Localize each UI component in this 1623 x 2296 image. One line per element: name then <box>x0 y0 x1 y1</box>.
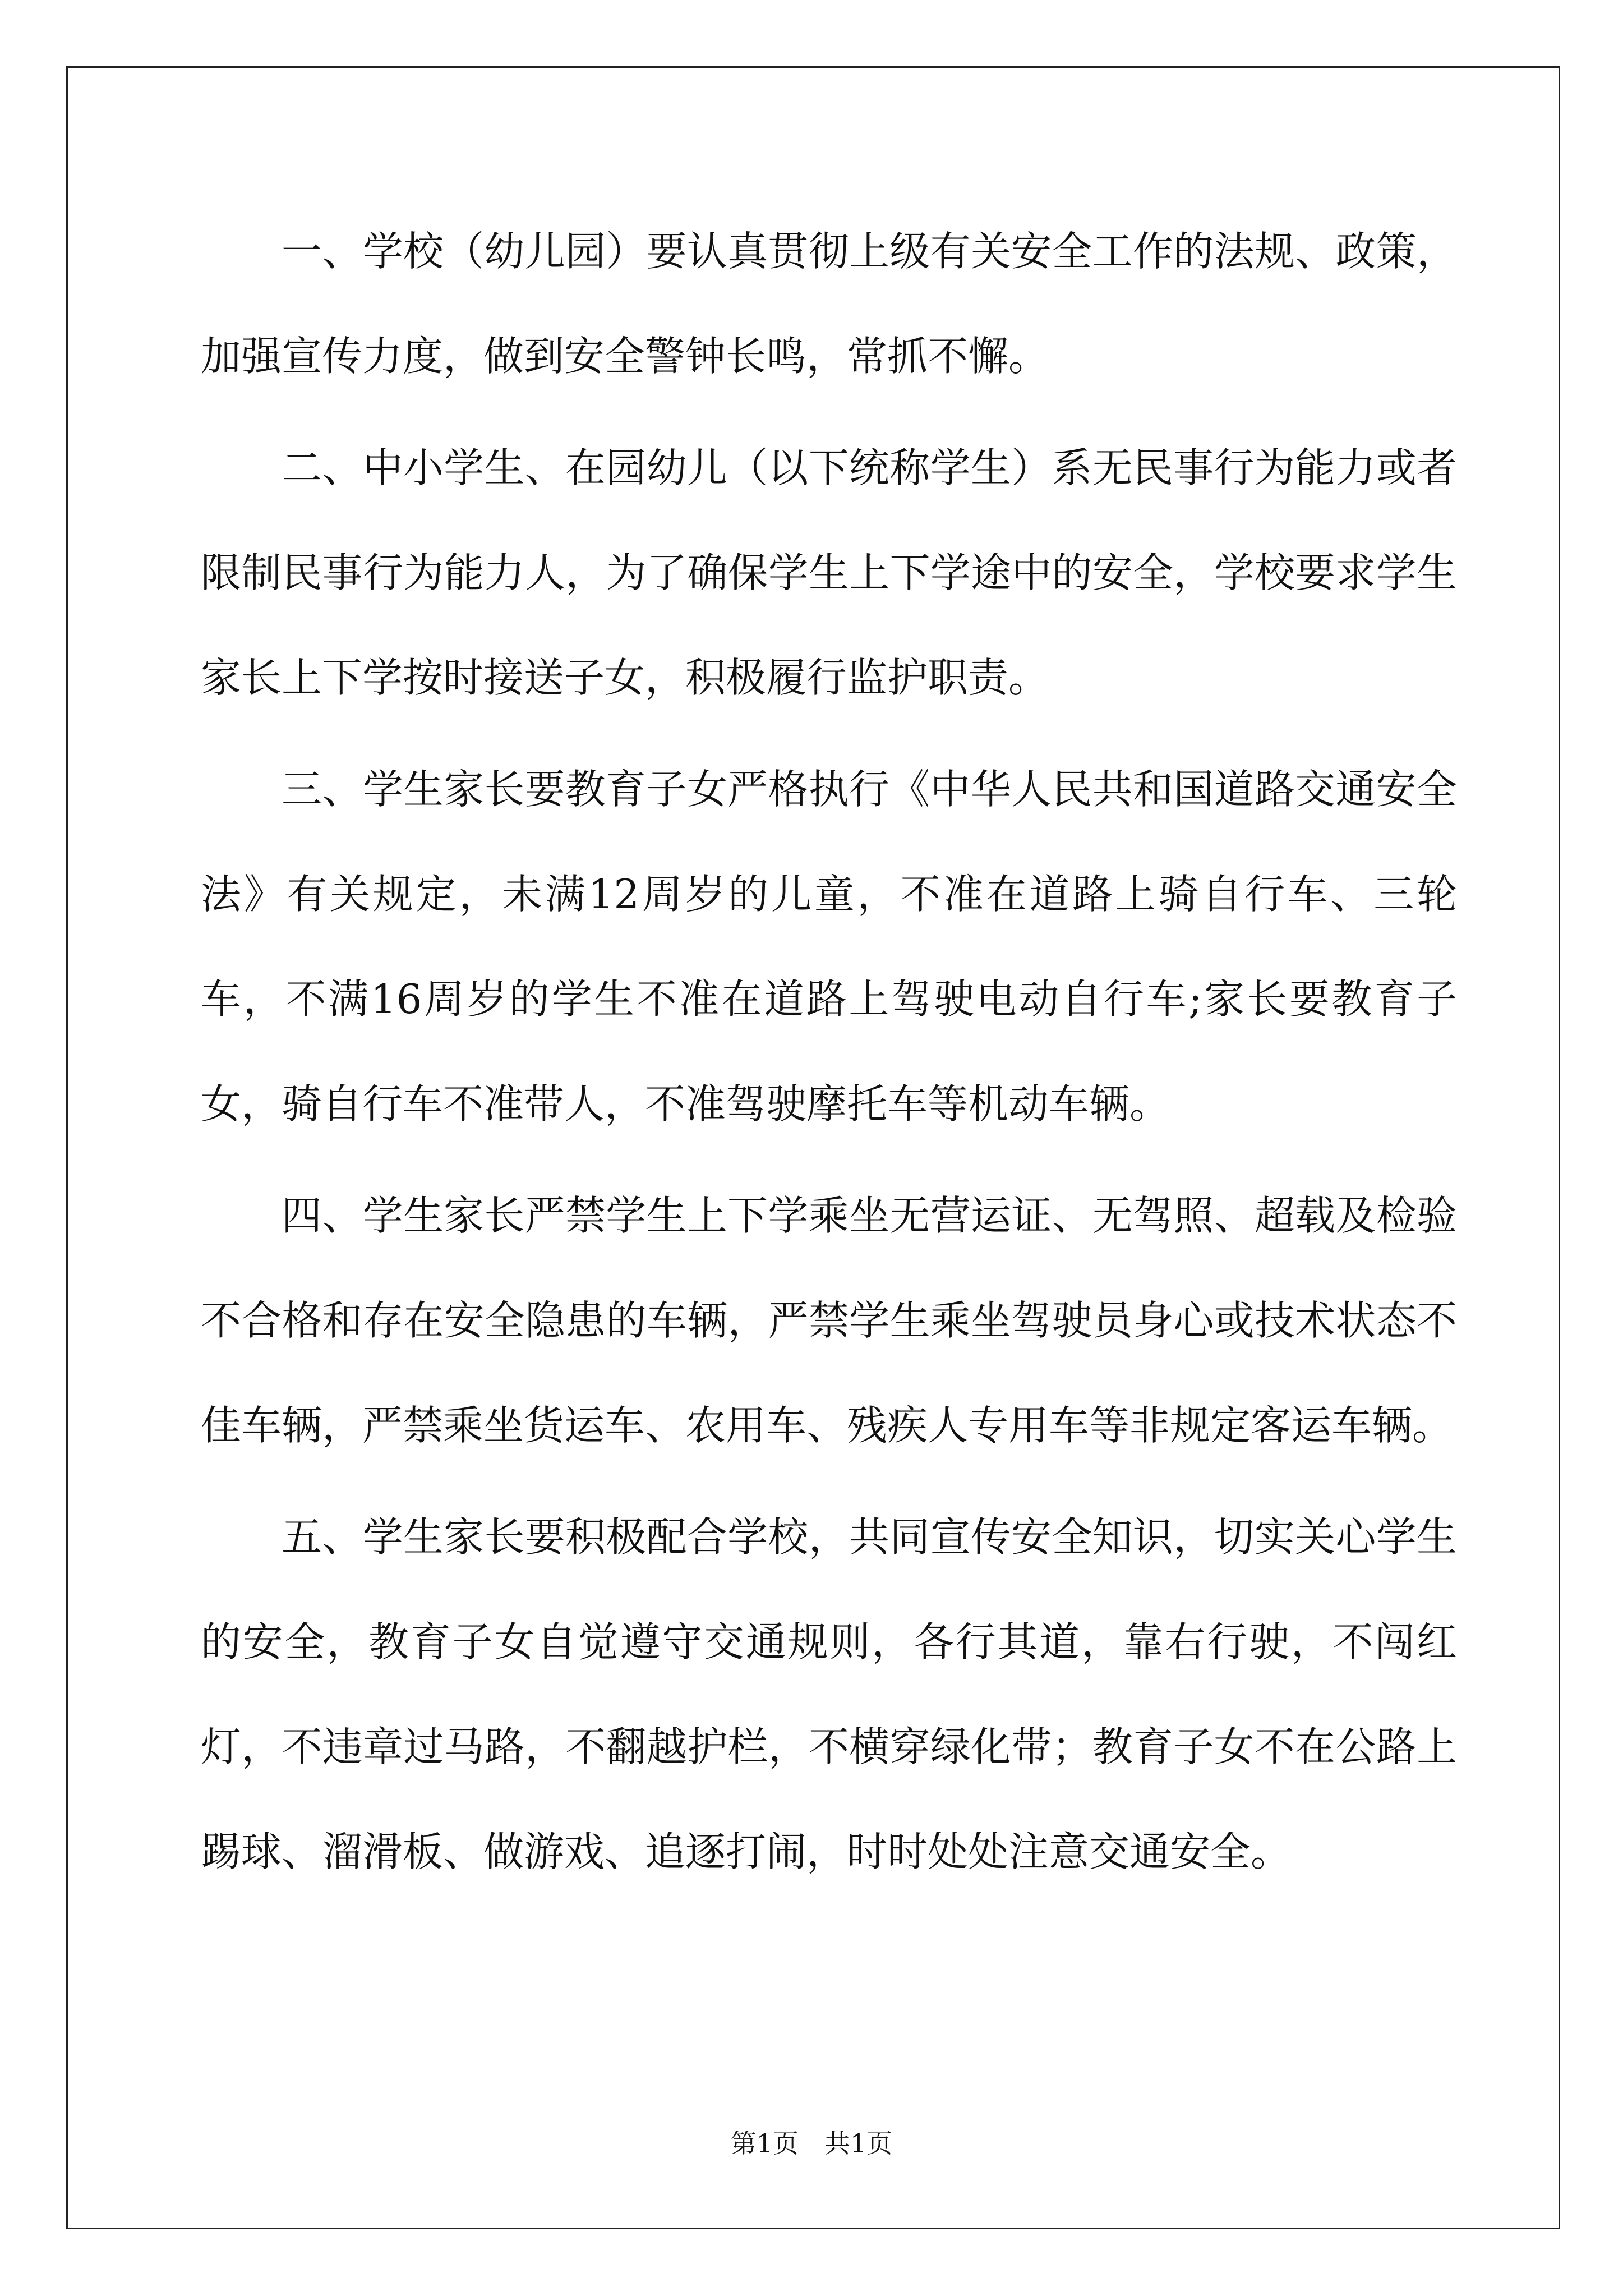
paragraph-2: 二、中小学生、在园幼儿（以下统称学生）系无民事行为能力或者限制民事行为能力人，为了确保学生上下学途中的安全，学校要求学生家长上下学按时接送子女，积极履行监护职责。 <box>201 444 1457 701</box>
paragraph-1: 一、学校（幼儿园）要认真贯彻上级有关安全工作的法规、政策，加强宣传力度，做到安全警钟长鸣，常抓不懈。 <box>201 228 1457 380</box>
page-number-footer: 第1页 共1页 <box>730 2128 893 2159</box>
paragraph-5: 五、学生家长要积极配合学校，共同宣传安全知识，切实关心学生的安全，教育子女自觉遵守交通规则，各行其道，靠右行驶，不闯红灯，不违章过马路，不翻越护栏，不横穿绿化带；教育子女不在公路上踢球、溜滑板、做游戏、追逐打闹，时时处处注意交通安全。 <box>201 1513 1457 1875</box>
document-body <box>201 199 1457 1911</box>
paragraph-3: 三、学生家长要教育子女严格执行《中华人民共和国道路交通安全法》有关规定，未满12周岁的儿童，不准在道路上骑自行车、三轮车，不满16周岁的学生不准在道路上驾驶电动自行车;家长要教育子女，骑自行车不准带人，不准驾驶摩托车等机动车辆。 <box>201 766 1457 1128</box>
paragraph-4: 四、学生家长严禁学生上下学乘坐无营运证、无驾照、超载及检验不合格和存在安全隐患的车辆，严禁学生乘坐驾驶员身心或技术状态不佳车辆，严禁乘坐货运车、农用车、残疾人专用车等非规定客运车辆。 <box>201 1192 1457 1449</box>
